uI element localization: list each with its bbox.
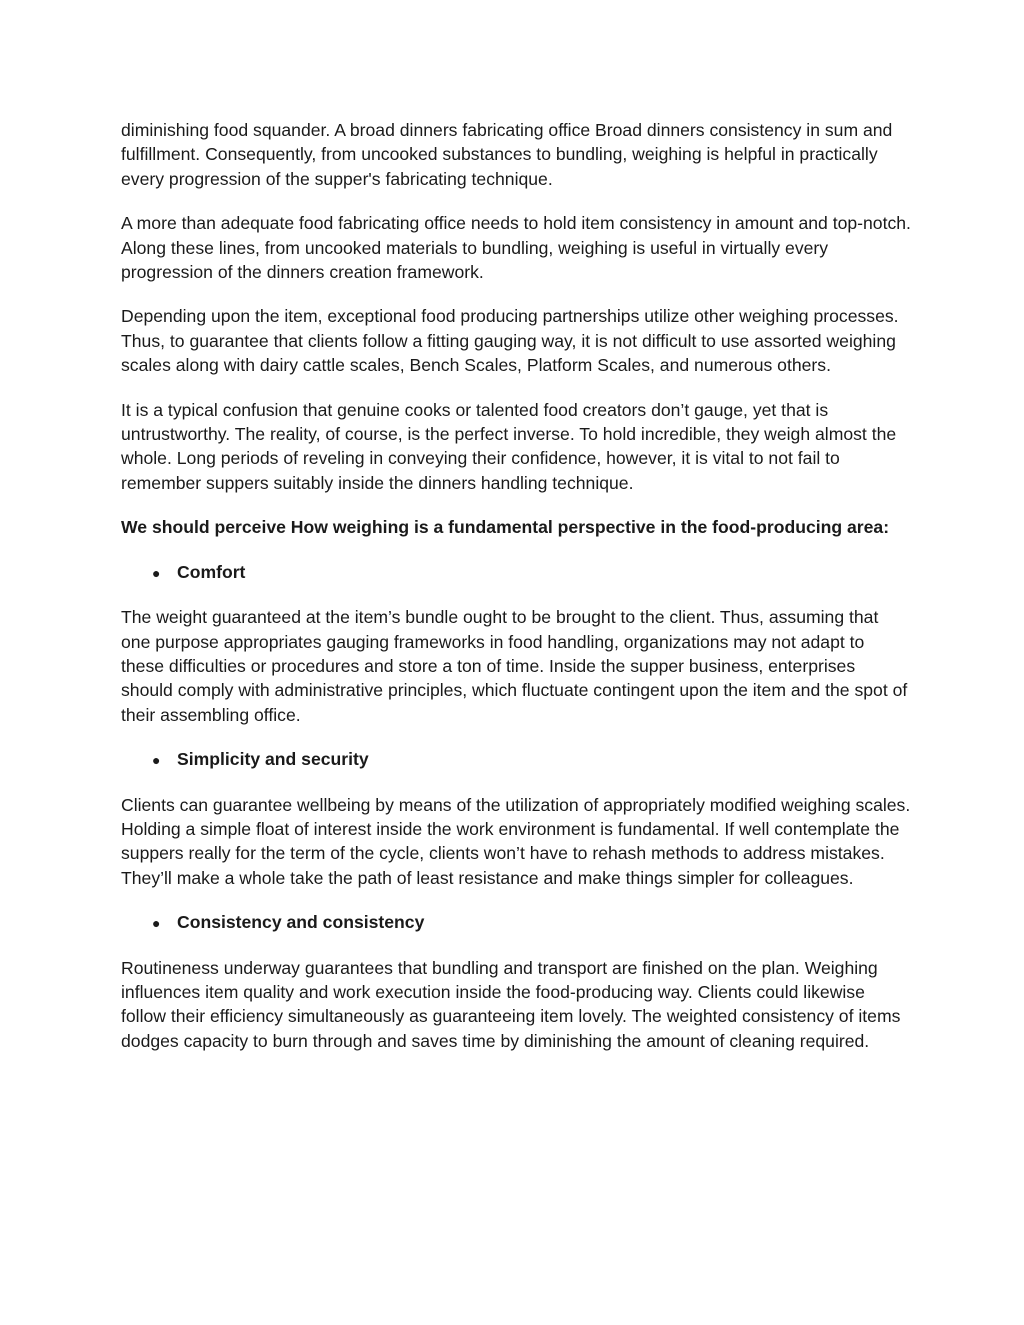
bullet-label: Simplicity and security — [177, 749, 369, 770]
bullet-label: Consistency and consistency — [177, 912, 425, 933]
paragraph-5: The weight guaranteed at the item’s bundle ought to be brought to the client. Thus, assuming that one purpose appropriates gauging frameworks in food handling, organizations may not adapt to these difficulties or procedures and store a ton of time. Inside the supper business, enterprises should comply with administrative principles, which fluctuate contingent upon the item and the spot of their assembling office. — [121, 607, 908, 725]
bullet-marker-icon: ● — [152, 564, 161, 581]
bullet-marker-icon: ● — [152, 752, 161, 769]
paragraph-3: Depending upon the item, exceptional food producing partnerships utilize other weighing processes. Thus, to guarantee that clients follow a fitting gauging way, it is not difficult to use assorted weighing scales along with dairy cattle scales, Bench Scales, Platform Scales, and numerous others. — [121, 306, 899, 376]
bullet-comfort — [121, 560, 911, 585]
bullet-label: Comfort — [177, 561, 246, 582]
bullet-consistency — [121, 910, 911, 935]
bullet-marker-icon: ● — [152, 915, 161, 932]
section-heading: We should perceive How weighing is a fundamental perspective in the food-producing area: — [121, 517, 890, 538]
paragraph-2: A more than adequate food fabricating office needs to hold item consistency in amount and top-notch. Along these lines, from uncooked materials to bundling, weighing is useful in virtually every progression of the dinners creation framework. — [121, 213, 911, 283]
paragraph-4: It is a typical confusion that genuine cooks or talented food creators don’t gauge, yet that is untrustworthy. The reality, of course, is the perfect inverse. To hold incredible, they weigh almost the whole. Long periods of reveling in conveying their confidence, however, it is vital to not fail to remember suppers suitably inside the dinners handling technique. — [121, 399, 897, 493]
paragraph-1: diminishing food squander. A broad dinners fabricating office Broad dinners consistency in sum and fulfillment. Consequently, from uncooked substances to bundling, weighing is helpful in practically every progression of the supper's fabricating technique. — [121, 120, 893, 189]
paragraph-6: Clients can guarantee wellbeing by means of the utilization of appropriately modified weighing scales. Holding a simple float of interest inside the work environment is fundamental. If well contemplate the suppers really for the term of the cycle, clients won’t have to rehash methods to address mistakes. They’ll make a whole take the path of least resistance and make things simpler for colleagues. — [121, 794, 911, 888]
document-page — [121, 118, 911, 1073]
paragraph-7: Routineness underway guarantees that bundling and transport are finished on the plan. Weighing influences item quality and work execution inside the food-producing way. Clients could likewise follow their efficiency simultaneously as guaranteeing item lovely. The weighted consistency of items dodges capacity to burn through and saves time by diminishing the amount of cleaning required. — [121, 957, 901, 1051]
bullet-simplicity-security — [121, 747, 911, 772]
